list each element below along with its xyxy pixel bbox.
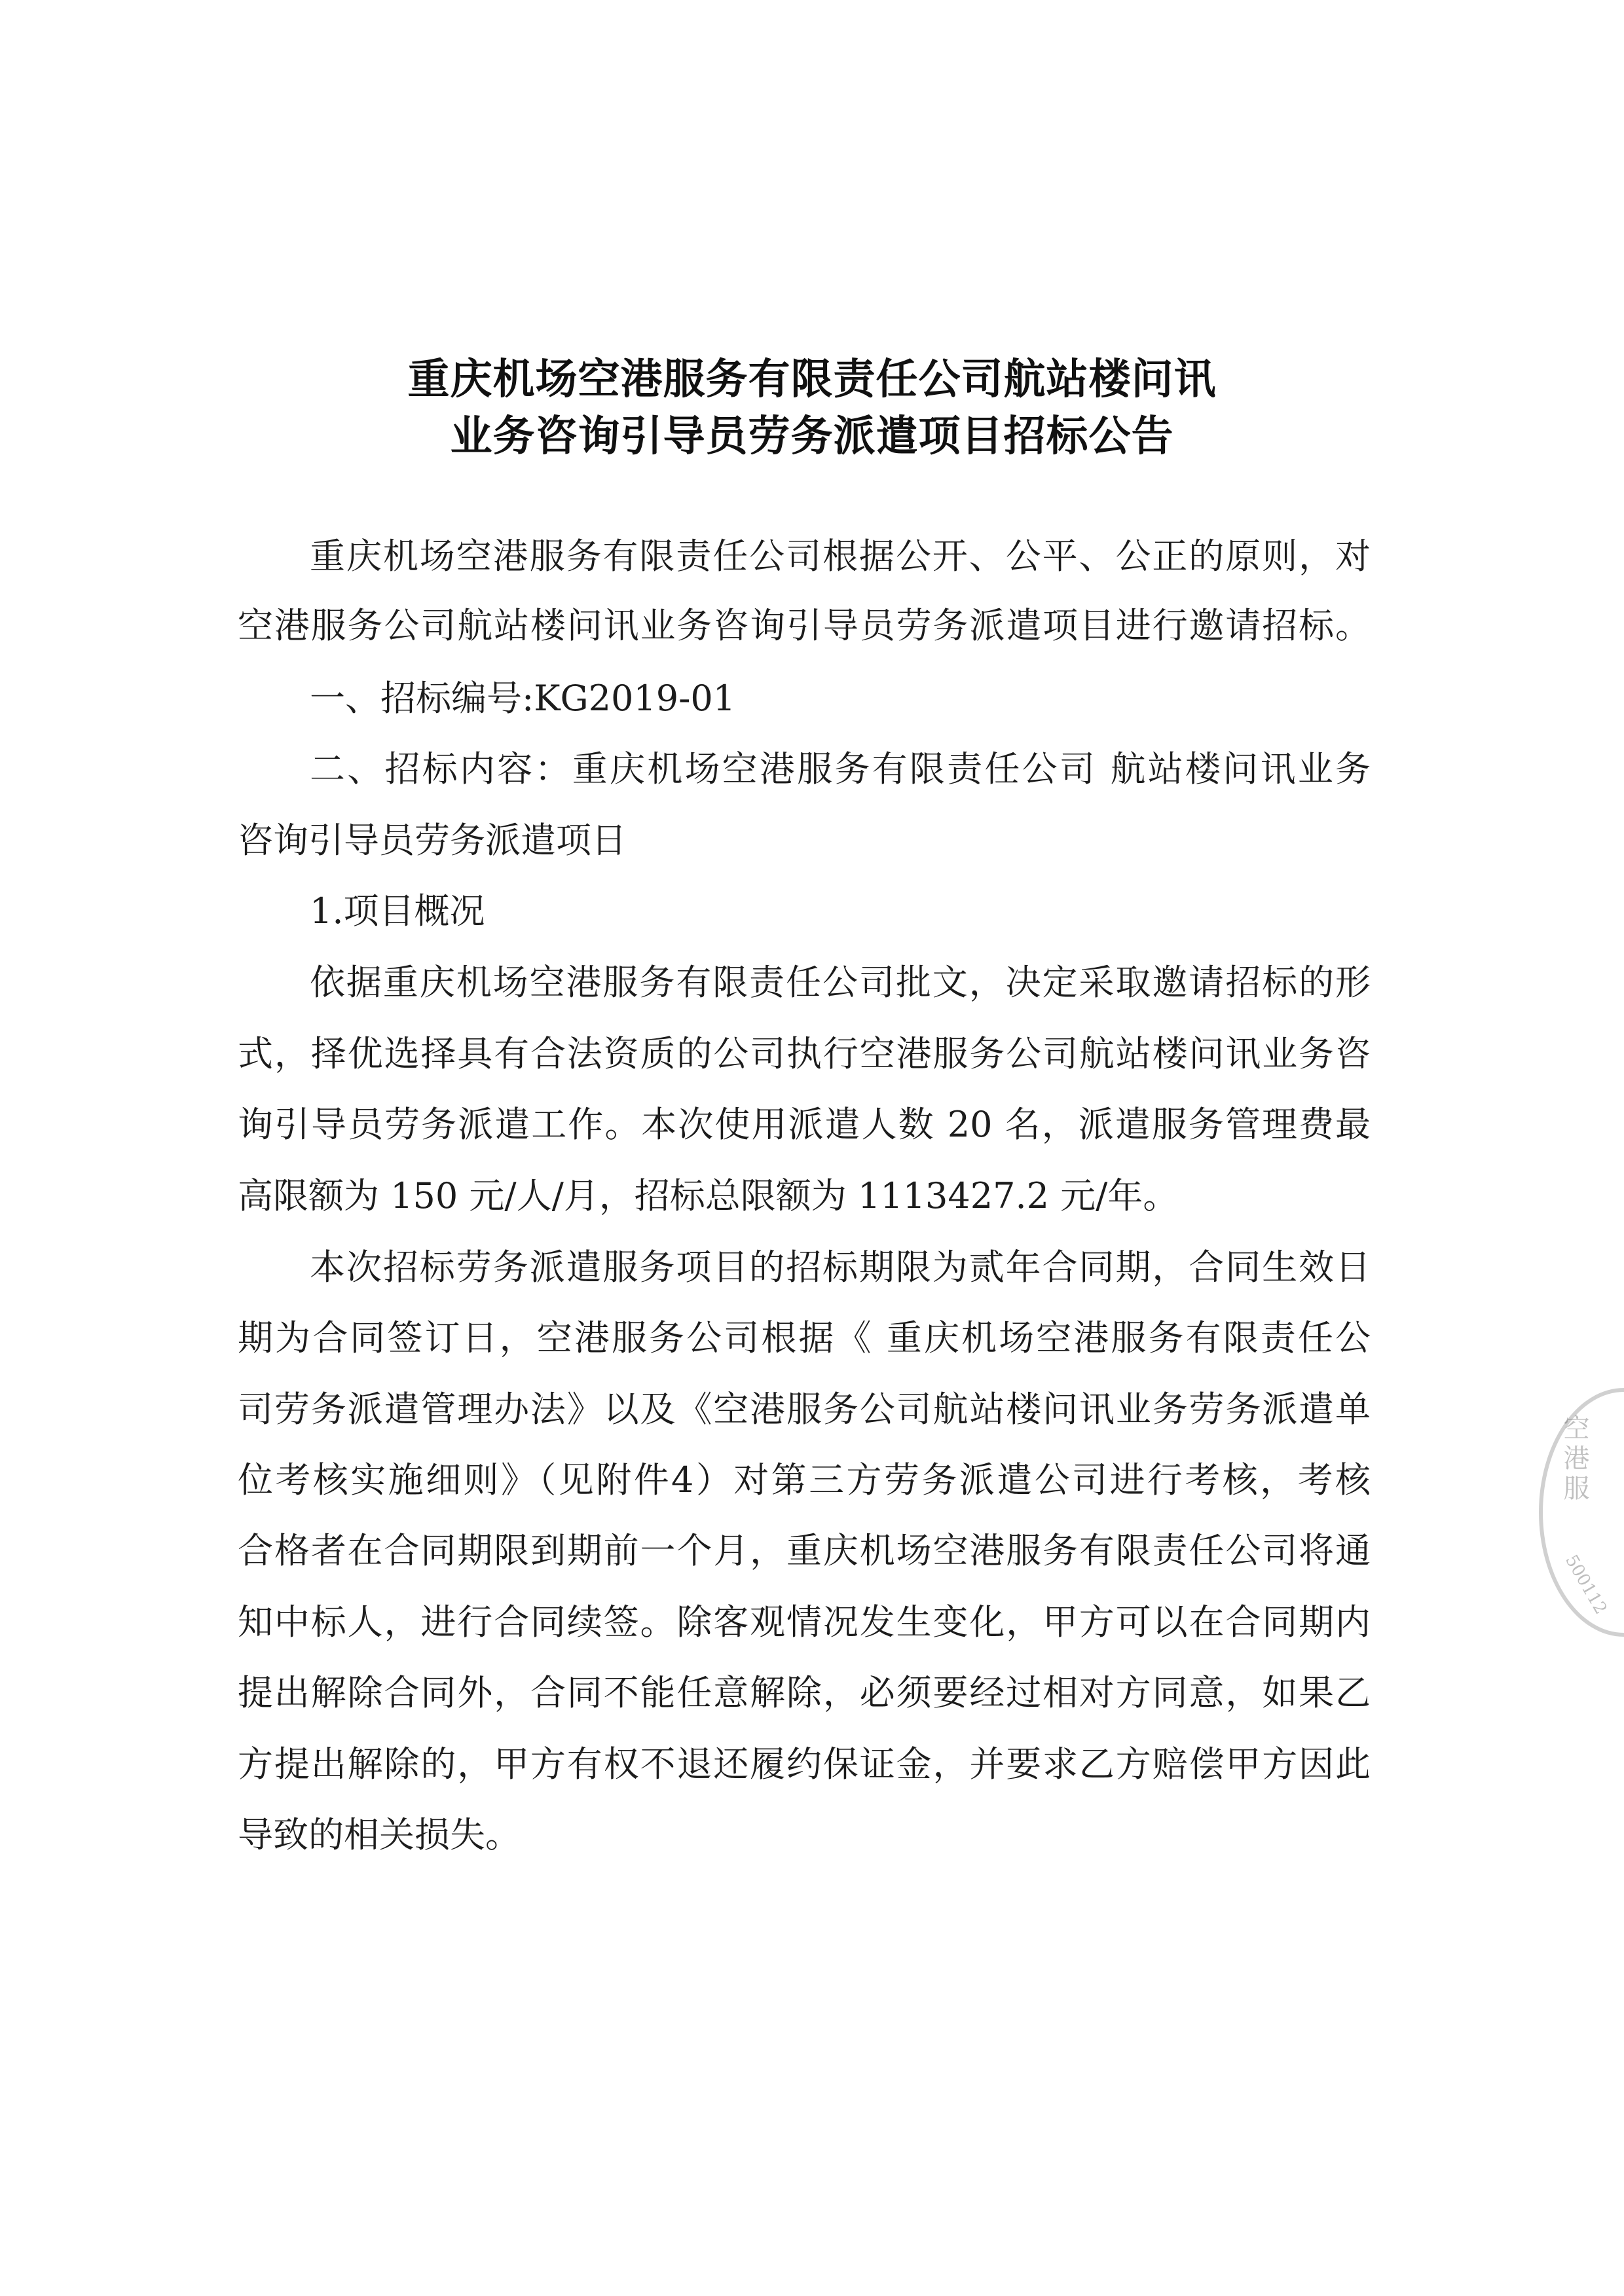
item-1-heading: 1.项目概况 xyxy=(310,890,485,932)
seal-text: 空港服 xyxy=(1559,1414,1589,1504)
intro-line-2: 空港服务公司航站楼问讯业务咨询引导员劳务派遣项目进行邀请招标。 xyxy=(238,605,1371,646)
paragraph-2-line-3: 司劳务派遣管理办法》以及《空港服务公司航站楼问讯业务劳务派遣单 xyxy=(238,1389,1371,1430)
paragraph-2-line-8: 方提出解除的，甲方有权不退还履约保证金，并要求乙方赔偿甲方因此 xyxy=(238,1743,1371,1785)
paragraph-2-line-4: 位考核实施细则》（见附件4）对第三方劳务派遣公司进行考核，考核 xyxy=(238,1459,1371,1501)
paragraph-2-line-2: 期为合同签订日，空港服务公司根据《 重庆机场空港服务有限责任公 xyxy=(238,1317,1371,1358)
paragraph-2-line-7: 提出解除合同外，合同不能任意解除，必须要经过相对方同意，如果乙 xyxy=(238,1672,1371,1713)
section-2-line-2: 咨询引导员劳务派遣项日 xyxy=(238,820,627,861)
paragraph-1-line-3: 询引导员劳务派遣工作。本次使用派遣人数 20 名，派遣服务管理费最 xyxy=(238,1104,1371,1145)
document-title-line-1: 重庆机场空港服务有限责任公司航站楼问讯 xyxy=(407,355,1217,404)
intro-line-1: 重庆机场空港服务有限责任公司根据公开、公平、公正的原则，对 xyxy=(310,536,1371,577)
section-1-tender-number: 一、招标编号:KG2019-01 xyxy=(310,678,736,719)
section-2-line-1: 二、招标内容：重庆机场空港服务有限责任公司 航站楼问讯业务 xyxy=(310,748,1371,790)
paragraph-2-line-9: 导致的相关损失。 xyxy=(238,1814,521,1855)
seal-number: 500112 xyxy=(1561,1552,1611,1618)
document-title-line-2: 业务咨询引导员劳务派遣项目招标公告 xyxy=(450,412,1174,461)
paragraph-1-line-4: 高限额为 150 元/人/月，招标总限额为 1113427.2 元/年。 xyxy=(238,1175,1179,1216)
paragraph-1-line-1: 依据重庆机场空港服务有限责任公司批文，决定采取邀请招标的形 xyxy=(310,962,1371,1003)
paragraph-2-line-5: 合格者在合同期限到期前一个月，重庆机场空港服务有限责任公司将通 xyxy=(238,1530,1371,1571)
official-seal-stamp xyxy=(1532,1388,1624,1637)
paragraph-1-line-2: 式，择优选择具有合法资质的公司执行空港服务公司航站楼问讯业务咨 xyxy=(238,1033,1371,1074)
paragraph-2-line-6: 知中标人，进行合同续签。除客观情况发生变化，甲方可以在合同期内 xyxy=(238,1601,1371,1643)
paragraph-2-line-1: 本次招标劳务派遣服务项目的招标期限为贰年合同期，合同生效日 xyxy=(310,1247,1371,1288)
